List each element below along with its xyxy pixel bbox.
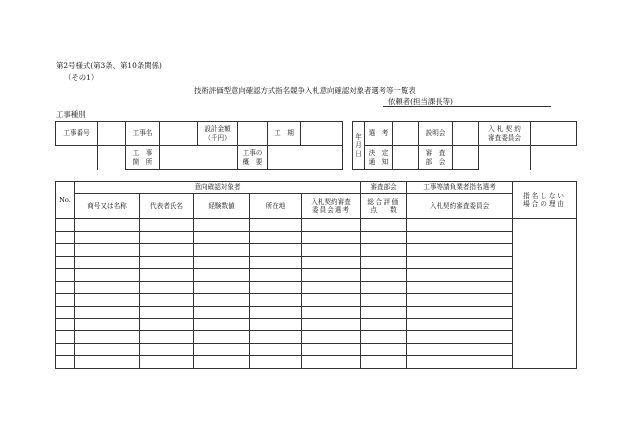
table-cell[interactable] xyxy=(194,343,250,355)
table-cell[interactable] xyxy=(302,269,361,281)
decision-date[interactable] xyxy=(393,146,419,170)
table-cell[interactable] xyxy=(302,244,361,256)
work-summary-value[interactable] xyxy=(268,146,343,170)
table-cell[interactable] xyxy=(140,244,194,256)
table-cell[interactable] xyxy=(140,281,194,293)
table-cell[interactable] xyxy=(407,219,513,231)
table-cell[interactable] xyxy=(407,281,513,293)
table-cell[interactable] xyxy=(361,356,407,369)
table-row[interactable] xyxy=(56,231,577,243)
work-location-text1: 工 事 xyxy=(132,149,153,158)
design-amount-value[interactable] xyxy=(238,122,268,146)
location-header: 所在地 xyxy=(250,194,302,219)
work-number-label: 工事番号 xyxy=(56,122,98,146)
table-cell[interactable] xyxy=(302,256,361,268)
work-summary-text1: 工事の xyxy=(242,149,263,158)
date-day: 日 xyxy=(355,149,362,158)
table-cell[interactable] xyxy=(361,319,407,331)
table-row[interactable] xyxy=(56,356,577,369)
selection-label: 選 考 xyxy=(365,122,393,146)
table-cell[interactable] xyxy=(250,219,302,231)
date-year: 年 xyxy=(355,133,362,142)
blank-cell xyxy=(479,146,531,170)
table-row[interactable] xyxy=(56,294,577,306)
table-cell[interactable] xyxy=(56,231,75,243)
candidate-table xyxy=(55,181,577,369)
design-amount-text: 設計金額 xyxy=(204,125,231,134)
table-cell[interactable] xyxy=(361,231,407,243)
table-cell[interactable] xyxy=(75,231,140,243)
score-header xyxy=(361,194,407,219)
committee-date[interactable] xyxy=(531,122,577,146)
committee-selection-line2: 委員会選考 xyxy=(312,206,350,215)
review-label xyxy=(419,146,453,170)
review-group-header: 審査部会 xyxy=(361,182,407,194)
table-row[interactable] xyxy=(56,244,577,256)
table-cell[interactable] xyxy=(250,319,302,331)
decision-label xyxy=(365,146,393,170)
reason-header-line2: 場合の理由 xyxy=(523,200,567,209)
committee-selection-line1: 入札契約審査 xyxy=(311,197,351,206)
table-cell[interactable] xyxy=(194,294,250,306)
schedule-table xyxy=(352,121,577,170)
reason-header-line1: 指名しない xyxy=(523,191,567,200)
table-cell[interactable] xyxy=(56,294,75,306)
table-row[interactable] xyxy=(56,306,577,318)
table-cell[interactable] xyxy=(194,331,250,343)
work-location-value[interactable] xyxy=(160,146,238,170)
table-cell[interactable] xyxy=(75,331,140,343)
table-cell[interactable] xyxy=(407,356,513,369)
work-info-table xyxy=(55,121,343,170)
review-text2: 部 会 xyxy=(425,157,446,166)
work-summary-label xyxy=(238,146,268,170)
form-title: 技術評価型意向確認方式指名競争入札意向確認対象者選考等一覧表 xyxy=(194,86,416,95)
table-cell[interactable] xyxy=(302,294,361,306)
table-cell[interactable] xyxy=(407,343,513,355)
design-amount-unit: （千円） xyxy=(204,133,231,142)
table-cell[interactable] xyxy=(361,269,407,281)
table-cell[interactable] xyxy=(75,306,140,318)
table-cell[interactable] xyxy=(75,294,140,306)
table-cell[interactable] xyxy=(361,219,407,231)
table-cell[interactable] xyxy=(250,294,302,306)
table-cell[interactable] xyxy=(407,256,513,268)
table-cell[interactable] xyxy=(302,356,361,369)
table-cell[interactable] xyxy=(361,256,407,268)
table-cell[interactable] xyxy=(140,343,194,355)
form-number: 第2号様式(第3条、第10条関係) xyxy=(56,61,162,70)
table-row[interactable] xyxy=(56,256,577,268)
table-cell[interactable] xyxy=(56,281,75,293)
table-cell[interactable] xyxy=(250,231,302,243)
table-cell[interactable] xyxy=(56,319,75,331)
table-cell[interactable] xyxy=(140,269,194,281)
table-cell[interactable] xyxy=(140,231,194,243)
table-cell[interactable] xyxy=(75,343,140,355)
work-name-value[interactable] xyxy=(160,122,198,146)
number-header: No. xyxy=(56,182,75,219)
table-cell[interactable] xyxy=(250,244,302,256)
table-row[interactable] xyxy=(56,281,577,293)
table-cell[interactable] xyxy=(194,219,250,231)
table-cell[interactable] xyxy=(250,356,302,369)
score-header-line2: 点 数 xyxy=(370,206,397,215)
blank-cell xyxy=(56,146,98,170)
decision-text1: 決 定 xyxy=(368,149,389,158)
date-label xyxy=(353,122,365,170)
table-cell[interactable] xyxy=(75,356,140,369)
table-cell[interactable] xyxy=(302,219,361,231)
table-cell[interactable] xyxy=(250,331,302,343)
table-cell[interactable] xyxy=(75,281,140,293)
table-cell[interactable] xyxy=(194,319,250,331)
review-date[interactable] xyxy=(453,146,479,170)
date-month: 月 xyxy=(355,141,362,150)
table-cell[interactable] xyxy=(140,256,194,268)
decision-text2: 通 知 xyxy=(368,157,389,166)
table-cell[interactable] xyxy=(56,343,75,355)
committee-text2: 審査委員会 xyxy=(488,133,521,142)
table-cell[interactable] xyxy=(407,331,513,343)
requester-underline xyxy=(383,106,551,107)
table-cell[interactable] xyxy=(75,269,140,281)
representative-header: 代表者氏名 xyxy=(140,194,194,219)
form-sub-number: （その1） xyxy=(64,73,99,82)
table-cell[interactable] xyxy=(250,306,302,318)
table-cell[interactable] xyxy=(56,219,75,231)
table-cell[interactable] xyxy=(361,244,407,256)
table-cell[interactable] xyxy=(56,356,75,369)
table-row[interactable] xyxy=(56,219,577,231)
reason-header xyxy=(513,182,577,219)
table-cell[interactable] xyxy=(250,256,302,268)
table-cell[interactable] xyxy=(250,281,302,293)
requester-label: 依頼者(担当課長等) xyxy=(388,97,453,106)
table-cell[interactable] xyxy=(407,231,513,243)
design-amount-label xyxy=(198,122,238,146)
work-number-value[interactable] xyxy=(98,122,126,146)
table-cell[interactable] xyxy=(407,294,513,306)
committee-label xyxy=(479,122,531,146)
table-cell[interactable] xyxy=(56,306,75,318)
table-cell[interactable] xyxy=(361,306,407,318)
blank-cell xyxy=(98,146,126,170)
table-cell[interactable] xyxy=(194,244,250,256)
committee-selection-header xyxy=(302,194,361,219)
candidate-group-header: 意向確認対象者 xyxy=(75,182,361,194)
table-cell[interactable] xyxy=(194,269,250,281)
table-row[interactable] xyxy=(56,319,577,331)
table-cell[interactable] xyxy=(75,219,140,231)
briefing-label: 説明会 xyxy=(419,122,453,146)
work-location-label xyxy=(126,146,160,170)
table-cell[interactable] xyxy=(56,256,75,268)
review-text1: 審 査 xyxy=(425,149,446,158)
table-cell[interactable] xyxy=(302,231,361,243)
table-cell[interactable] xyxy=(361,331,407,343)
table-cell[interactable] xyxy=(302,281,361,293)
work-type-label: 工事種別 xyxy=(56,110,86,119)
table-cell[interactable] xyxy=(140,331,194,343)
work-name-label: 工事名 xyxy=(126,122,160,146)
work-location-text2: 箇 所 xyxy=(132,157,153,166)
table-cell[interactable] xyxy=(56,331,75,343)
table-cell[interactable] xyxy=(407,319,513,331)
table-cell[interactable] xyxy=(250,269,302,281)
table-cell[interactable] xyxy=(407,244,513,256)
reason-value[interactable] xyxy=(513,219,577,369)
table-row[interactable] xyxy=(56,343,577,355)
table-cell[interactable] xyxy=(302,331,361,343)
contract-committee-header: 入札契約審査委員会 xyxy=(407,194,513,219)
blank-cell xyxy=(531,146,577,170)
table-cell[interactable] xyxy=(194,306,250,318)
table-cell[interactable] xyxy=(140,294,194,306)
contractor-group-header: 工事等請負業者指名選考 xyxy=(407,182,513,194)
table-cell[interactable] xyxy=(407,306,513,318)
experience-header: 経験数値 xyxy=(194,194,250,219)
table-cell[interactable] xyxy=(140,219,194,231)
table-cell[interactable] xyxy=(302,343,361,355)
table-cell[interactable] xyxy=(75,244,140,256)
period-value[interactable] xyxy=(301,122,343,146)
table-cell[interactable] xyxy=(250,343,302,355)
table-cell[interactable] xyxy=(194,281,250,293)
table-cell[interactable] xyxy=(302,306,361,318)
table-cell[interactable] xyxy=(361,294,407,306)
score-header-line1: 総合評価 xyxy=(367,197,400,206)
table-cell[interactable] xyxy=(194,356,250,369)
table-row[interactable] xyxy=(56,269,577,281)
period-label: 工 期 xyxy=(268,122,301,146)
table-cell[interactable] xyxy=(194,231,250,243)
work-summary-text2: 概 要 xyxy=(242,157,263,166)
table-cell[interactable] xyxy=(56,269,75,281)
table-cell[interactable] xyxy=(140,319,194,331)
table-cell[interactable] xyxy=(361,343,407,355)
table-cell[interactable] xyxy=(140,356,194,369)
table-cell[interactable] xyxy=(194,256,250,268)
table-cell[interactable] xyxy=(75,256,140,268)
table-cell[interactable] xyxy=(407,269,513,281)
table-cell[interactable] xyxy=(75,319,140,331)
table-cell[interactable] xyxy=(302,319,361,331)
table-row[interactable] xyxy=(56,331,577,343)
selection-date[interactable] xyxy=(393,122,419,146)
table-cell[interactable] xyxy=(361,281,407,293)
committee-text1: 入 札 契 約 xyxy=(488,125,521,134)
briefing-date[interactable] xyxy=(453,122,479,146)
table-cell[interactable] xyxy=(140,306,194,318)
table-cell[interactable] xyxy=(56,244,75,256)
company-name-header: 商号又は名称 xyxy=(75,194,140,219)
